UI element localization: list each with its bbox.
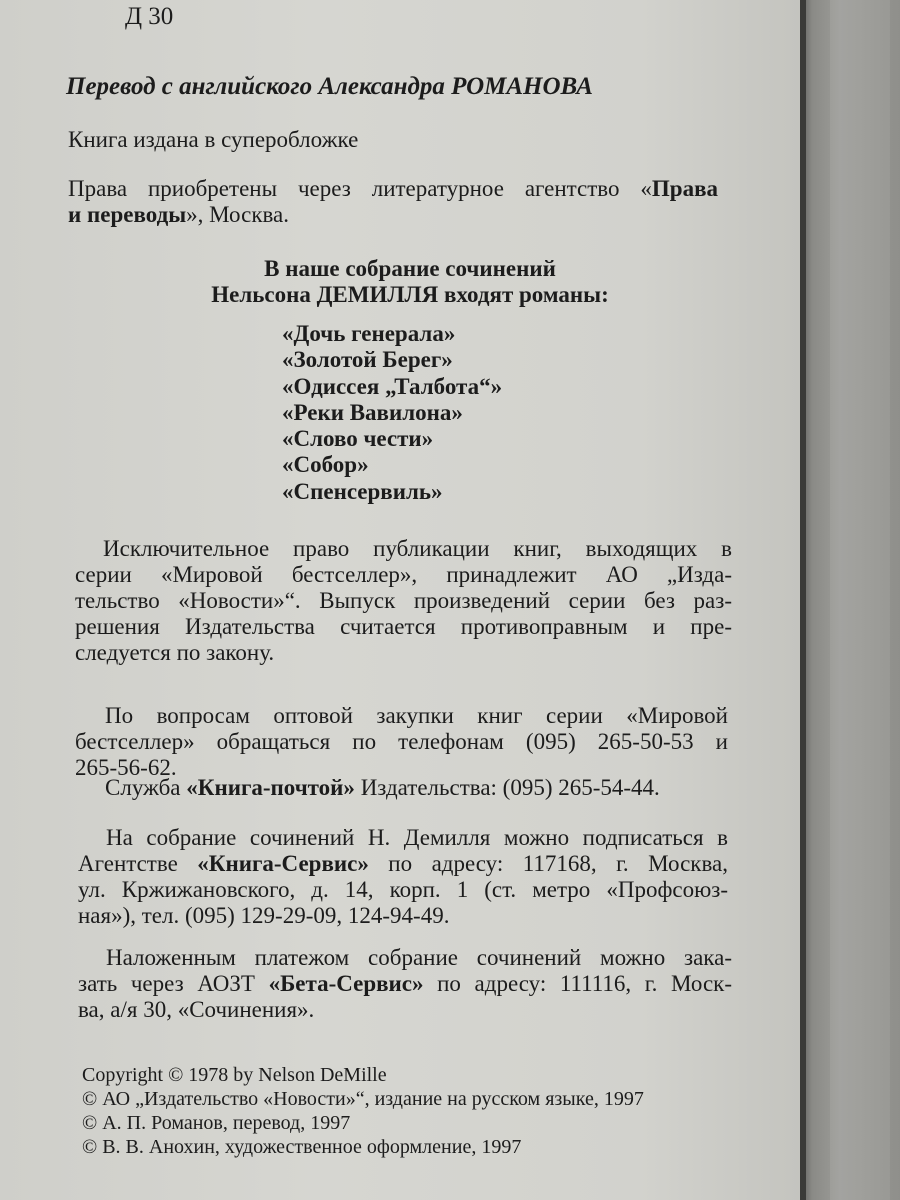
cod-prefix: зать через АОЗТ xyxy=(78,971,269,996)
mail-service-prefix: Служба xyxy=(105,775,187,800)
rights-suffix: », Москва. xyxy=(186,202,290,227)
exclusive-rights-line: тельство «Новости»“. Выпуск произведений серии без раз- xyxy=(75,588,732,613)
copyright-block xyxy=(82,1063,644,1159)
company-name: «Бета-Сервис» xyxy=(268,971,424,996)
mail-service-suffix: Издательства: (095) 265-54-44. xyxy=(354,775,660,800)
exclusive-rights-line: решения Издательства считается противоправным и пре- xyxy=(75,614,732,639)
rights-paragraph xyxy=(68,176,718,228)
cod-line xyxy=(78,971,732,997)
catalog-code: Д 30 xyxy=(125,3,174,30)
subscription-address: по адресу: 117168, г. Москва, xyxy=(368,851,728,876)
rights-line-2 xyxy=(68,202,718,228)
collection-heading-line-1: В наше собрание сочинений xyxy=(264,256,556,281)
rights-line-1 xyxy=(68,176,718,202)
translator-credit: Перевод с английского Александра РОМАНОВА xyxy=(66,73,593,100)
subscription-line xyxy=(78,851,728,877)
jacket-note: Книга издана в суперобложке xyxy=(68,127,359,152)
rights-prefix: Права приобретены через литературное агентство « xyxy=(68,176,652,201)
exclusive-rights-paragraph xyxy=(75,536,732,666)
subscription-line: На собрание сочинений Н. Демилля можно подписаться в xyxy=(106,825,728,850)
copyright-line: © В. В. Анохин, художественное оформление, 1997 xyxy=(82,1136,522,1158)
agency-name-part2: и переводы xyxy=(68,202,187,227)
exclusive-rights-line: серии «Мировой бестселлер», принадлежит АО „Изда- xyxy=(75,562,732,587)
novel-title: «Спенсервиль» xyxy=(282,478,443,504)
wholesale-line: 265-56-62. xyxy=(75,755,177,780)
copyright-line: © А. П. Романов, перевод, 1997 xyxy=(82,1112,351,1134)
mail-service-line xyxy=(105,776,660,799)
mail-service-name: «Книга-почтой» xyxy=(186,775,355,800)
cod-line: Наложенным платежом собрание сочинений можно зака- xyxy=(106,945,732,970)
novel-title: «Одиссея „Талбота“» xyxy=(282,373,503,399)
agency-name: «Книга-Сервис» xyxy=(197,851,369,876)
wholesale-paragraph xyxy=(75,703,728,781)
cod-paragraph xyxy=(78,945,732,1023)
novel-list xyxy=(282,321,502,505)
wholesale-line: По вопросам оптовой закупки книг серии «Мировой xyxy=(105,703,728,728)
subscription-paragraph xyxy=(78,825,728,929)
spine-highlight xyxy=(830,0,890,1200)
book-spine-shadow xyxy=(800,0,900,1200)
cod-line: ва, а/я 30, «Сочинения». xyxy=(78,997,315,1022)
wholesale-line: бестселлер» обращаться по телефонам (095) 265-50-53 и xyxy=(75,729,728,754)
novel-title: «Реки Вавилона» xyxy=(282,399,463,425)
subscription-prefix: Агентстве xyxy=(78,851,198,876)
page-edge xyxy=(800,0,806,1200)
novel-title: «Дочь генерала» xyxy=(282,321,456,346)
novel-title: «Золотой Берег» xyxy=(282,347,453,373)
cod-address: по адресу: 111116, г. Моск- xyxy=(423,971,732,996)
novel-title: «Собор» xyxy=(282,452,369,478)
agency-name-part1: Права xyxy=(651,176,718,201)
subscription-line: ул. Кржижановского, д. 14, корп. 1 (ст. метро «Профсоюз- xyxy=(78,877,728,902)
copyright-line: Copyright © 1978 by Nelson DeMille xyxy=(82,1064,387,1086)
subscription-line: ная»), тел. (095) 129-29-09, 124-94-49. xyxy=(78,903,450,928)
copyright-line: © АО „Издательство «Новости»“, издание на русском языке, 1997 xyxy=(82,1088,644,1110)
exclusive-rights-line: Исключительное право публикации книг, выходящих в xyxy=(103,536,732,561)
exclusive-rights-line: следуется по закону. xyxy=(75,640,275,665)
collection-heading-line-2: Нельсона ДЕМИЛЛЯ входят романы: xyxy=(211,282,609,307)
collection-heading xyxy=(110,256,710,308)
novel-title: «Слово чести» xyxy=(282,426,434,452)
